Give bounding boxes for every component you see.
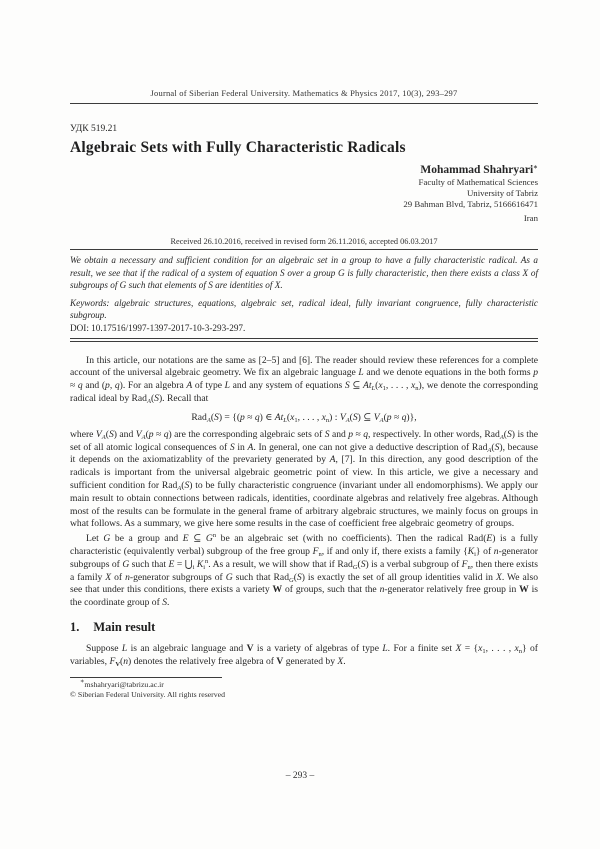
page-number: – 293 – bbox=[285, 771, 315, 781]
section-title: Main result bbox=[93, 619, 156, 634]
section-number: 1. bbox=[70, 619, 80, 634]
body-paragraph-3: Let G be a group and E ⊆ $G^n$ be an algebraic set (with no coefficients). Then the radical Rad(E) is a fully characteristic (equivalently verbal) subgroup of the free group $F_n$, if and only if, there exists a family $\{K_i\}$ of n-generator subgroups of G such that $E = ⋃_i$ $K_i^n$. As a result, we will show that if Rad$_G$(S) is a verbal subgroup of $F_n$, then there exists a family X of n-generator subgroups of G such that Rad$_G$(S) is exactly the set of all group identities valid in X. We also see that under this conditions, there exists a variety W of groups, such that the n-generator relatively free group in W is the coordinate group of S. bbox=[70, 532, 538, 609]
footnote-copyright: © Siberian Federal University. All rights reserved bbox=[70, 690, 226, 700]
footnote-block bbox=[70, 677, 538, 701]
author-affiliation-university: University of Tabriz bbox=[466, 188, 538, 198]
author-name: Mohammad Shahryari∗ bbox=[420, 163, 538, 176]
paper-title: Algebraic Sets with Fully Characteristic Radicals bbox=[70, 139, 406, 156]
page-content bbox=[70, 0, 538, 701]
section-paragraph-1: Suppose L is an algebraic language and V is a variety of algebras of type L. For a finite set $X = \{x_1$, . . . , $x_n$} of variables, $F_V(n)$ denotes the relatively free algebra of V generated by X. bbox=[70, 642, 539, 668]
author-affiliation-faculty: Faculty of Mathematical Sciences bbox=[418, 177, 538, 187]
udk-label: УДК 519.21 bbox=[70, 124, 118, 134]
keywords-text: Keywords: algebraic structures, equations, algebraic set, radical ideal, fully invariant congruence, fully characteristic subgroup. bbox=[70, 297, 538, 321]
display-equation: Rad$_A$(S) = {(p ≈ q) ∈ $At_L(x_1$, . . . , $x_n$) : $V_A(S)$ ⊆ $V_A(p \approx q)$}, bbox=[191, 411, 417, 424]
author-affiliation-address: 29 Bahman Blvd, Tabriz, 5166616471 bbox=[403, 199, 538, 209]
footnote-email: ∗mshahryari@tabrizu.ac.ir bbox=[80, 677, 164, 689]
body-paragraph-1: In this article, our notations are the same as [2–5] and [6]. The reader should review these references for a complete account of the universal algebraic geometry. We fix an algebraic language L and we denote equations in the both forms p ≈ q and (p, q). For an algebra A of type L and any system of equations S ⊆ $At_L(x_1$, . . . , $x_n$), we denote the corresponding radical ideal by Rad$_A$(S). Recall that bbox=[70, 354, 538, 405]
footnote-rule bbox=[70, 677, 222, 678]
received-line: Received 26.10.2016, received in revised form 26.11.2016, accepted 06.03.2017 bbox=[70, 237, 538, 250]
abstract-text: We obtain a necessary and sufficient condition for an algebraic set in a group to have a fully characteristic radical. As a result, we see that if the radical of a system of equation S over a group G is fully characteristic, then there exists a class X of subgroups of G such that elements of S are identities of X. bbox=[70, 255, 538, 291]
abstract-bottom-rule bbox=[70, 338, 538, 342]
author-block bbox=[70, 164, 538, 224]
section-heading-main-result bbox=[70, 620, 538, 635]
body-paragraph-2: where $V_A(S)$ and $V_A(p \approx q)$ are the corresponding algebraic sets of S and p ≈ q, respectively. In other words, Rad$_A$(S) is the set of all atomic logical consequences of S in A. In general, one can not give a deductive description of Rad$_A$(S), because it depends on the axiomatizablity of the prevariety generated by A, [7]. In this direction, any good description of the radicals is important from the universal algebraic geometric point of view. In this article, we give a necessary and sufficient condition for Rad$_A$(S) to be fully characteristic congruence (invariant under all endomorphisms). We apply our main result to obtain connections between radicals, identities, coordinate algebras and relatively free algebras. Although most of the results can be formulate in the general frame of arbitrary algebraic structures, we mainly focus on groups in what follows. As a summary, we give here some results in the case of coefficient free algebraic geometry of groups. bbox=[70, 428, 539, 530]
journal-header: Journal of Siberian Federal University. Mathematics & Physics 2017, 10(3), 293–297 bbox=[70, 88, 538, 104]
doi-text: DOI: 10.17516/1997-1397-2017-10-3-293-297. bbox=[70, 322, 246, 333]
author-affiliation-country: Iran bbox=[523, 213, 538, 223]
